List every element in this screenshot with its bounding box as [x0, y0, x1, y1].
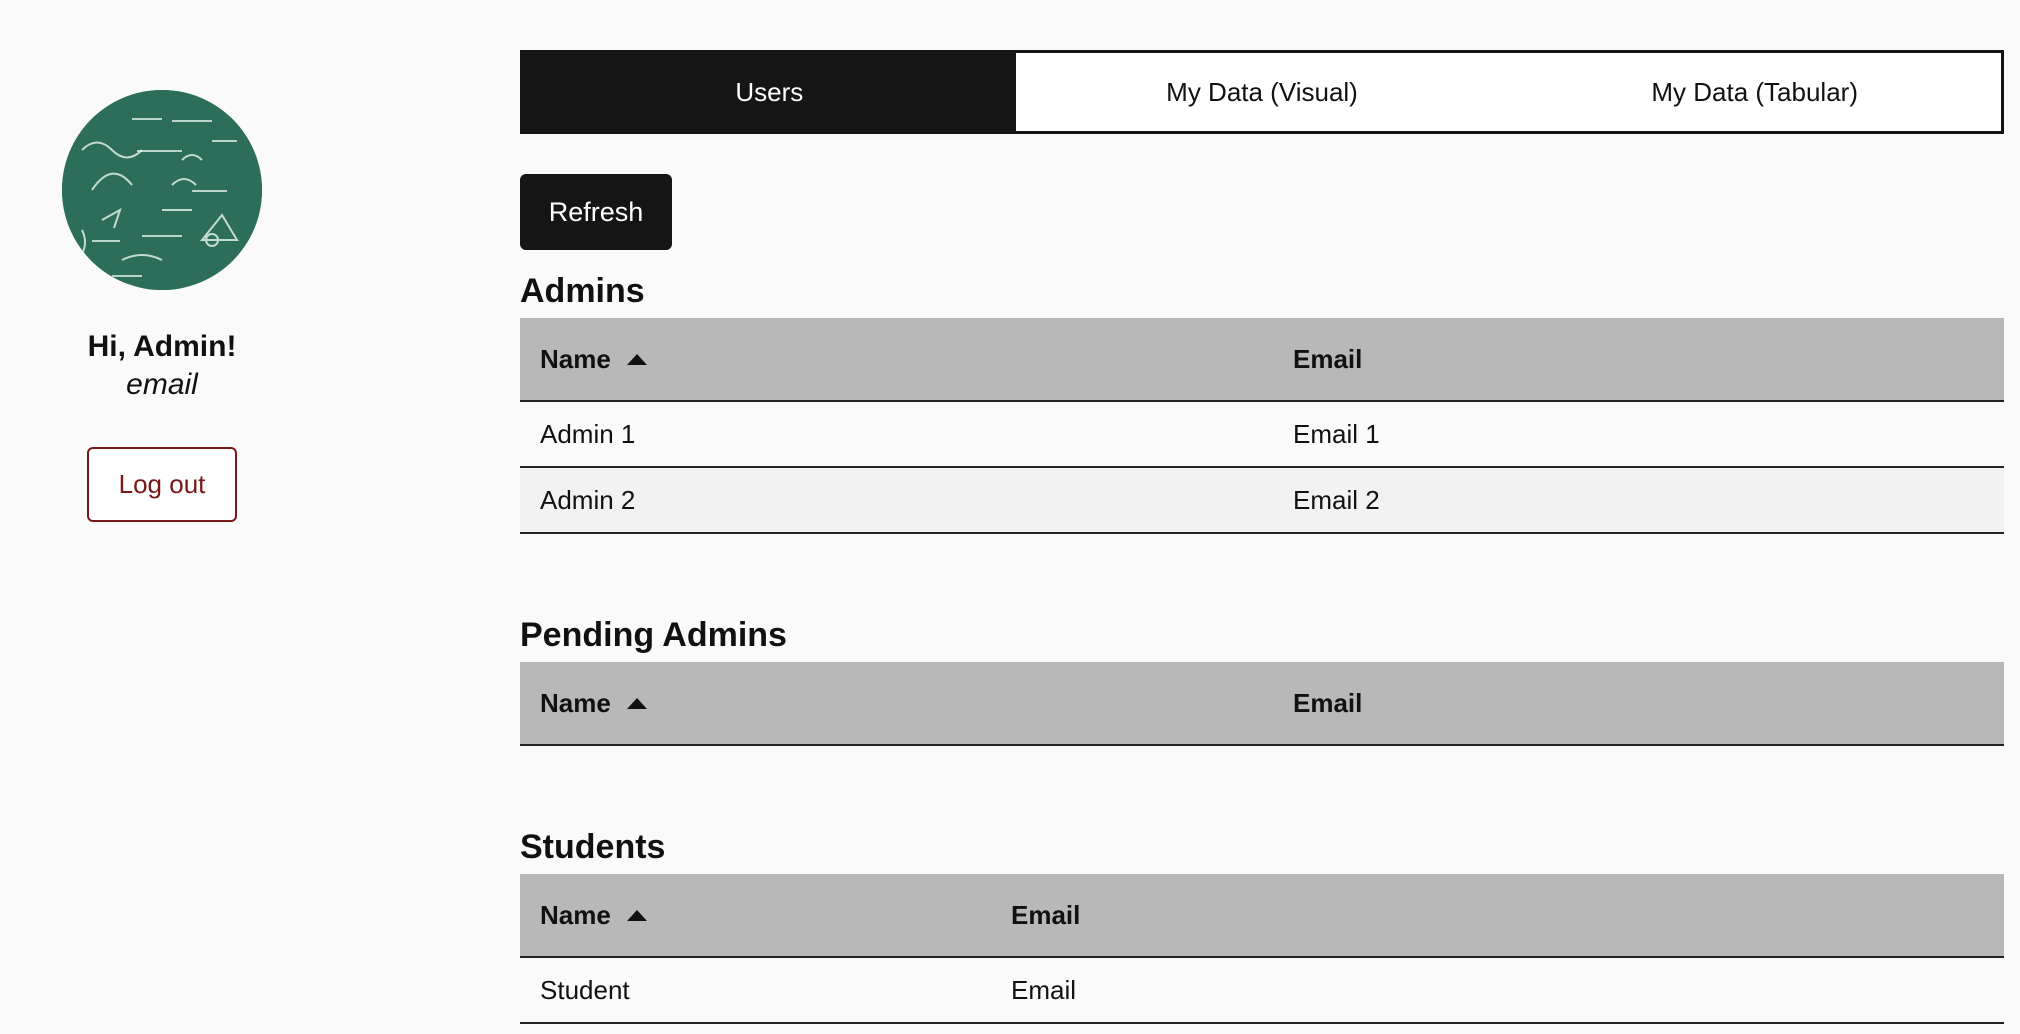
tab-users[interactable]: Users	[523, 53, 1016, 131]
column-header-name[interactable]: Name	[540, 688, 647, 719]
students-title: Students	[520, 828, 666, 866]
tab-bar	[520, 50, 2004, 134]
tab-my-data-tabular[interactable]: My Data (Tabular)	[1651, 76, 1858, 107]
table-row	[520, 468, 2004, 534]
students-table	[520, 874, 2004, 1024]
table-header	[520, 318, 2004, 402]
avatar	[62, 90, 262, 290]
sort-ascending-icon[interactable]	[627, 698, 647, 709]
cell-email: Email	[1011, 974, 1077, 1005]
user-email: email	[126, 368, 198, 401]
main-content	[520, 0, 2004, 1034]
cell-email: Email 2	[1293, 484, 1380, 515]
cell-name: Admin 2	[540, 484, 636, 515]
column-header-email[interactable]: Email	[1293, 687, 1363, 718]
cell-name: Student	[540, 974, 630, 1005]
column-header-name[interactable]: Name	[540, 900, 647, 931]
pending-admins-title: Pending Admins	[520, 616, 787, 654]
greeting: Hi, Admin!	[87, 330, 237, 363]
admins-title: Admins	[520, 272, 645, 310]
column-header-email[interactable]: Email	[1293, 343, 1363, 374]
table-row	[520, 402, 2004, 468]
tab-my-data-visual[interactable]: My Data (Visual)	[1166, 76, 1358, 107]
table-header	[520, 662, 2004, 746]
pending-admins-table	[520, 662, 2004, 746]
table-row	[520, 958, 2004, 1024]
logout-button[interactable]: Log out	[87, 447, 237, 522]
refresh-button[interactable]: Refresh	[520, 174, 672, 250]
admins-table	[520, 318, 2004, 534]
chalkboard-math-icon	[62, 90, 262, 290]
column-header-name[interactable]: Name	[540, 344, 647, 375]
sort-ascending-icon[interactable]	[627, 354, 647, 365]
table-header	[520, 874, 2004, 958]
cell-email: Email 1	[1293, 418, 1380, 449]
sort-ascending-icon[interactable]	[627, 910, 647, 921]
sidebar	[0, 0, 330, 1034]
cell-name: Admin 1	[540, 418, 636, 449]
column-header-email[interactable]: Email	[1011, 899, 1081, 930]
